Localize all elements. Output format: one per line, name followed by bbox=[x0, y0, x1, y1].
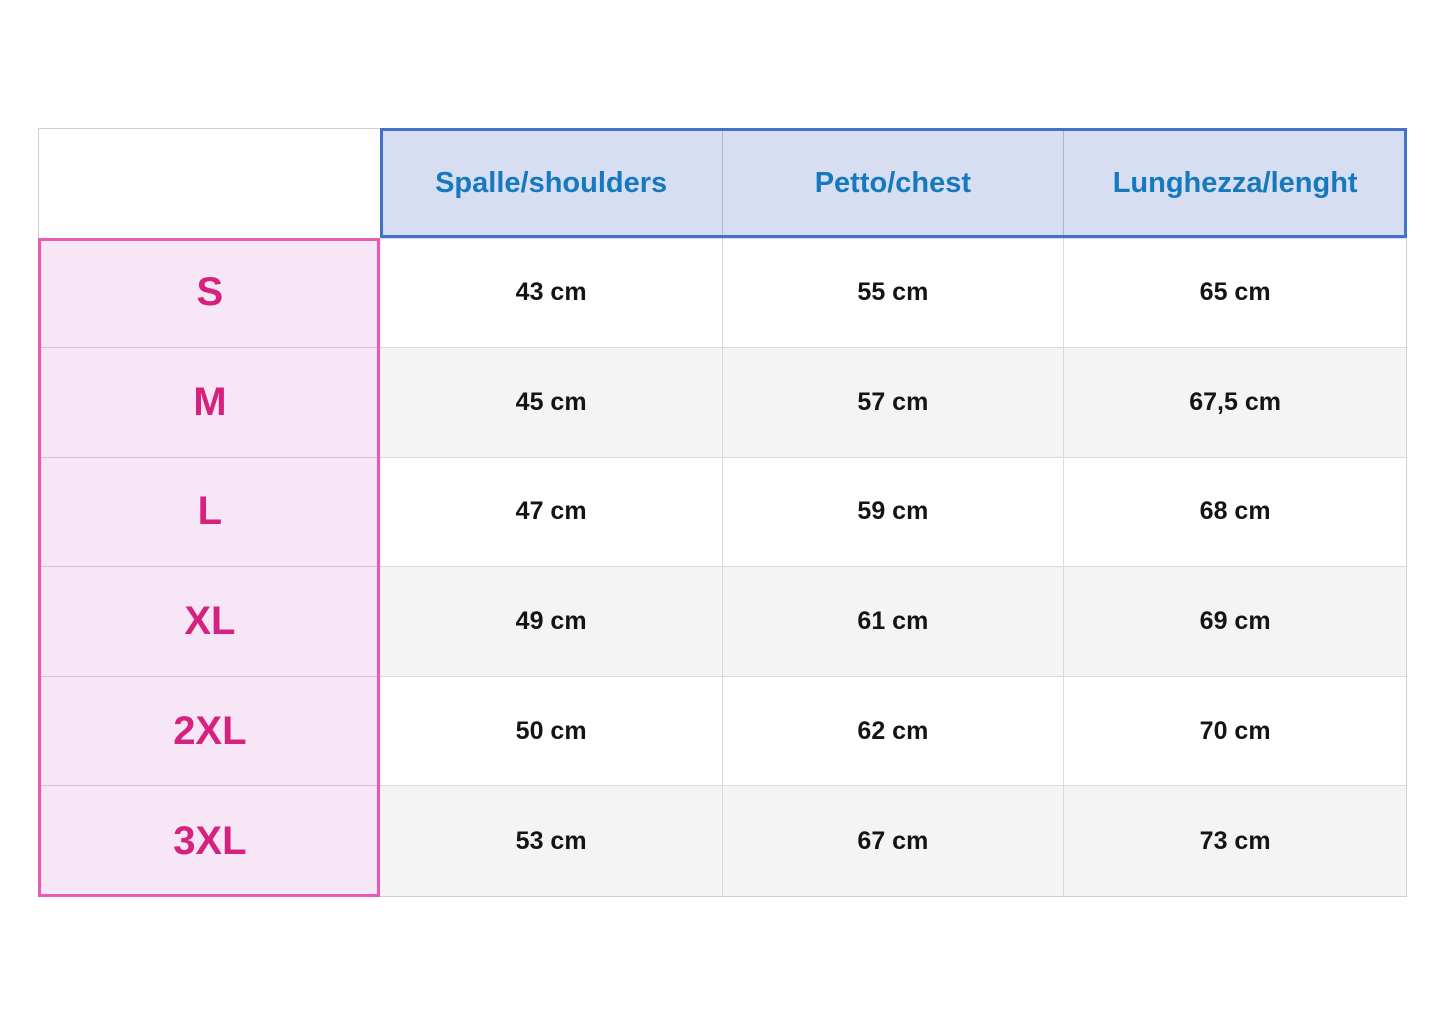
cell-3xl-length: 73 cm bbox=[1064, 786, 1406, 896]
row-label-s: S bbox=[39, 239, 381, 349]
cell-l-shoulders: 47 cm bbox=[381, 458, 723, 568]
column-header-chest: Petto/chest bbox=[723, 129, 1065, 239]
cell-xl-shoulders: 49 cm bbox=[381, 567, 723, 677]
row-label-m: M bbox=[39, 348, 381, 458]
cell-s-chest: 55 cm bbox=[723, 239, 1065, 349]
size-chart-table bbox=[38, 128, 1407, 897]
cell-2xl-chest: 62 cm bbox=[723, 677, 1065, 787]
cell-2xl-shoulders: 50 cm bbox=[381, 677, 723, 787]
column-header-length: Lunghezza/lenght bbox=[1064, 129, 1406, 239]
cell-3xl-chest: 67 cm bbox=[723, 786, 1065, 896]
row-label-xl: XL bbox=[39, 567, 381, 677]
row-label-2xl: 2XL bbox=[39, 677, 381, 787]
cell-xl-chest: 61 cm bbox=[723, 567, 1065, 677]
cell-m-shoulders: 45 cm bbox=[381, 348, 723, 458]
cell-3xl-shoulders: 53 cm bbox=[381, 786, 723, 896]
cell-s-shoulders: 43 cm bbox=[381, 239, 723, 349]
row-label-3xl: 3XL bbox=[39, 786, 381, 896]
cell-m-chest: 57 cm bbox=[723, 348, 1065, 458]
cell-2xl-length: 70 cm bbox=[1064, 677, 1406, 787]
cell-l-length: 68 cm bbox=[1064, 458, 1406, 568]
cell-xl-length: 69 cm bbox=[1064, 567, 1406, 677]
row-label-l: L bbox=[39, 458, 381, 568]
cell-m-length: 67,5 cm bbox=[1064, 348, 1406, 458]
cell-s-length: 65 cm bbox=[1064, 239, 1406, 349]
column-header-shoulders: Spalle/shoulders bbox=[381, 129, 723, 239]
corner-cell bbox=[39, 129, 381, 239]
cell-l-chest: 59 cm bbox=[723, 458, 1065, 568]
